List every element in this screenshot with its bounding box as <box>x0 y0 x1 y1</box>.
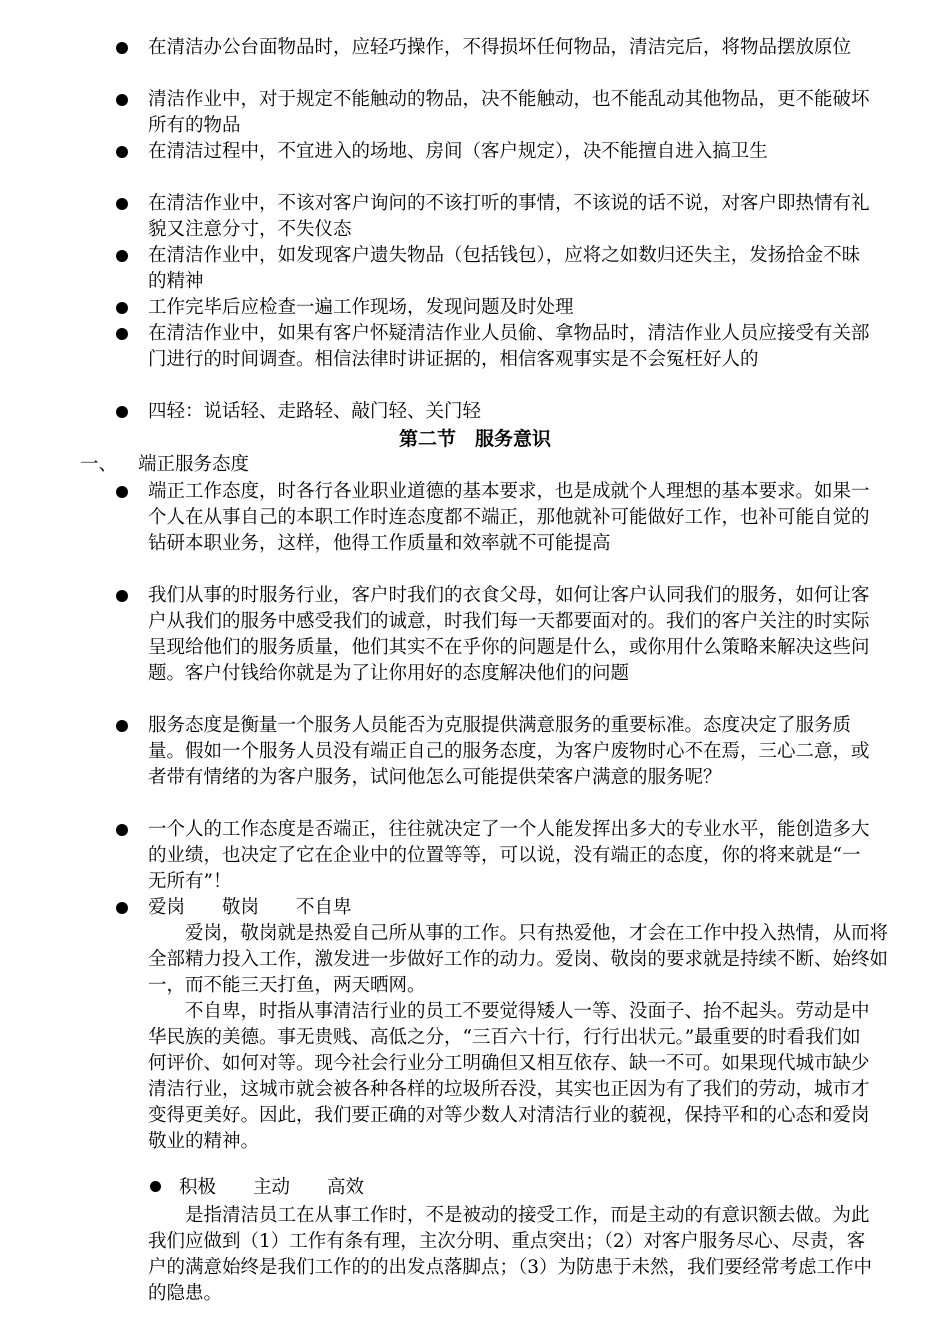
list-item <box>116 87 876 139</box>
list-item-text: 在清洁作业中，如果有客户怀疑清洁作业人员偷、拿物品时，清洁作业人员应接受有关部门进行的时间调查。相信法律时讲证据的，相信客观事实是不会冤枉好人的 <box>148 323 870 370</box>
list-item <box>116 583 876 687</box>
list-item <box>116 139 876 165</box>
bullet-icon <box>116 250 128 262</box>
subsection-title <box>80 452 249 478</box>
bullet-icon <box>150 1181 161 1192</box>
list-item <box>116 35 876 61</box>
list-item-text: 爱岗 敬岗 不自卑 <box>148 897 352 918</box>
list-item <box>116 295 876 321</box>
bullet-icon <box>116 328 128 340</box>
list-item <box>116 191 876 243</box>
list-item-text: 四轻：说话轻、走路轻、敲门轻、关门轻 <box>148 401 482 422</box>
list-item-text: 一个人的工作态度是否端正，往往就决定了一个人能发挥出多大的专业水平，能创造多大的业绩，也决定了它在企业中的位置等等，可以说，没有端正的态度，你的将来就是“一无所有”！ <box>148 819 870 892</box>
bullet-icon <box>116 720 128 732</box>
list-item-text: 清洁作业中，对于规定不能触动的物品，决不能触动，也不能乱动其他物品，更不能破坏所有的物品 <box>148 89 870 136</box>
list-item <box>116 713 876 791</box>
bullet-icon <box>116 406 128 418</box>
section-heading: 第二节 服务意识 <box>398 428 551 450</box>
subsection-number: 一、 <box>80 454 118 475</box>
bullet-icon <box>116 146 128 158</box>
bullet-icon <box>116 94 128 106</box>
bullet-icon <box>116 590 128 602</box>
list-item-text: 在清洁过程中，不宜进入的场地、房间（客户规定），决不能擅自进入搞卫生 <box>148 141 768 162</box>
list-item-text: 在清洁作业中，如发现客户遗失物品（包括钱包），应将之如数归还失主，发扬拾金不昧的精神 <box>148 245 861 292</box>
list-item-text: 在清洁作业中，不该对客户询问的不该打听的事情，不该说的话不说，对客户即热情有礼貌又注意分寸，不失仪态 <box>148 193 870 240</box>
list-item <box>116 321 876 373</box>
bullet-icon <box>116 42 128 54</box>
paragraph: 不自卑，时指从事清洁行业的员工不要觉得矮人一等、没面子、抬不起头。劳动是中华民族的美德。事无贵贱、高低之分，“三百六十行，行行出状元。”最重要的时看我们如何评价、如何对等。现今社会行业分工明确但又相互依存、缺一不可。如果现代城市缺少清洁行业，这城市就会被各种各样的垃圾所吞没，其实也正因为有了我们的劳动，城市才变得更美好。因此，我们要正确的对等少数人对清洁行业的藐视，保持平和的心态和爱岗敬业的精神。 <box>148 1001 870 1152</box>
list-item-text: 我们从事的时服务行业，客户时我们的衣食父母，如何让客户认同我们的服务，如何让客户从我们的服务中感受我们的诚意，时我们每一天都要面对的。我们的客户关注的时实际呈现给他们的服务质量，他们其实不在乎你的问题是什么，或你用什么策略来解决这些问题。客户付钱给你就是为了让你用好的态度解决他们的问题 <box>148 585 870 684</box>
bullet-icon <box>116 902 128 914</box>
list-item <box>116 895 876 921</box>
subsection-title-text: 端正服务态度 <box>138 454 250 475</box>
list-item-text: 服务态度是衡量一个服务人员能否为克服提供满意服务的重要标准。态度决定了服务质量。假如一个服务人员没有端正自己的服务态度，为客户废物时心不在焉，三心二意，或者带有情绪的为客户服务，试问他怎么可能提供荣客户满意的服务呢？ <box>148 715 870 788</box>
paragraph: 是指清洁员工在从事工作时，不是被动的接受工作，而是主动的有意识额去做。为此我们应做到（1）工作有条有理，主次分明、重点突出；（2）对客户服务尽心、尽责，客户的满意始终是我们工作的的出发点落脚点；（3）为防患于未然，我们要经常考虑工作中的隐患。 <box>148 1205 873 1304</box>
bullet-icon <box>116 198 128 210</box>
bullet-icon <box>116 486 128 498</box>
list-item <box>116 399 876 425</box>
list-item-text: 端正工作态度，时各行各业职业道德的基本要求，也是成就个人理想的基本要求。如果一个人在从事自己的本职工作时连态度都不端正，那他就补可能做好工作，也补可能自觉的钻研本职业务，这样，他得工作质量和效率就不可能提高 <box>148 481 870 554</box>
list-item <box>116 243 876 295</box>
bullet-icon <box>116 302 128 314</box>
paragraph: 爱岗，敬岗就是热爱自己所从事的工作。只有热爱他，才会在工作中投入热情，从而将全部精力投入工作，激发进一步做好工作的动力。爱岗、敬岗的要求就是持续不断、始终如一，而不能三天打鱼，两天晒网。 <box>148 923 889 996</box>
bullet-icon <box>116 824 128 836</box>
list-item-text: 工作完毕后应检查一遍工作现场，发现问题及时处理 <box>148 297 574 318</box>
list-item <box>116 817 876 895</box>
list-item-text: 在清洁办公台面物品时，应轻巧操作，不得损坏任何物品，清洁完后，将物品摆放原位 <box>148 37 852 58</box>
sub-list-item-text: 积极 主动 高效 <box>179 1177 365 1198</box>
list-item <box>116 479 876 557</box>
sub-list-item <box>150 1175 364 1201</box>
